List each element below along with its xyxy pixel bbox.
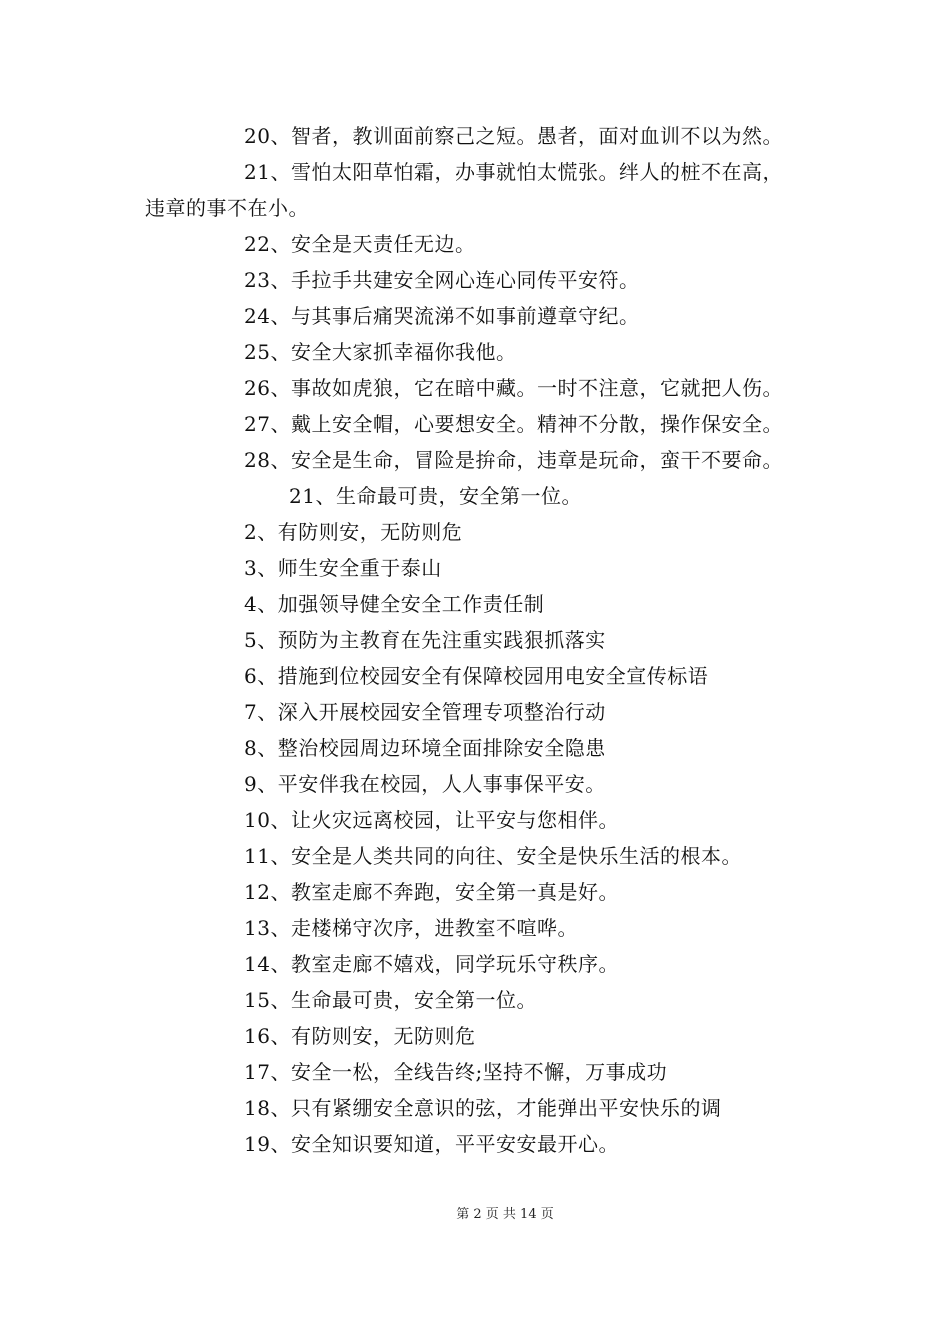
text-line: 13、走楼梯守次序，进教室不喧哗。 — [244, 916, 578, 940]
text-line: 19、安全知识要知道，平平安安最开心。 — [244, 1132, 619, 1156]
text-line: 4、加强领导健全安全工作责任制 — [244, 592, 545, 616]
text-line: 10、让火灾远离校园，让平安与您相伴。 — [244, 808, 619, 832]
text-line: 22、安全是天责任无边。 — [244, 232, 476, 256]
text-line: 23、手拉手共建安全网心连心同传平安符。 — [244, 268, 640, 292]
text-line: 18、只有紧绷安全意识的弦，才能弹出平安快乐的调 — [244, 1096, 722, 1120]
text-line: 8、整治校园周边环境全面排除安全隐患 — [244, 736, 606, 760]
text-line: 违章的事不在小。 — [145, 196, 309, 220]
text-line: 7、深入开展校园安全管理专项整治行动 — [244, 700, 606, 724]
document-body — [145, 118, 835, 1162]
text-line: 28、安全是生命，冒险是拚命，违章是玩命，蛮干不要命。 — [244, 448, 783, 472]
text-line: 20、智者，教训面前察己之短。愚者，面对血训不以为然。 — [244, 124, 783, 148]
text-line: 27、戴上安全帽，心要想安全。精神不分散，操作保安全。 — [244, 412, 783, 436]
text-line: 6、措施到位校园安全有保障校园用电安全宣传标语 — [244, 664, 709, 688]
text-line: 26、事故如虎狼，它在暗中藏。一时不注意，它就把人伤。 — [244, 376, 783, 400]
text-line: 17、安全一松，全线告终;坚持不懈，万事成功 — [244, 1060, 668, 1084]
text-line: 11、安全是人类共同的向往、安全是快乐生活的根本。 — [244, 844, 742, 868]
text-line: 21、生命最可贵，安全第一位。 — [289, 484, 582, 508]
page-footer: 第 2 页 共 14 页 — [456, 1207, 554, 1222]
text-line: 12、教室走廊不奔跑，安全第一真是好。 — [244, 880, 619, 904]
text-line: 25、安全大家抓幸福你我他。 — [244, 340, 517, 364]
text-line: 24、与其事后痛哭流涕不如事前遵章守纪。 — [244, 304, 640, 328]
text-line: 16、有防则安，无防则危 — [244, 1024, 476, 1048]
text-line: 9、平安伴我在校园，人人事事保平安。 — [244, 772, 606, 796]
text-line: 3、师生安全重于泰山 — [244, 556, 442, 580]
text-line: 15、生命最可贵，安全第一位。 — [244, 988, 537, 1012]
text-line: 14、教室走廊不嬉戏，同学玩乐守秩序。 — [244, 952, 619, 976]
text-line: 21、雪怕太阳草怕霜，办事就怕太慌张。绊人的桩不在高， — [244, 160, 783, 184]
text-line: 5、预防为主教育在先注重实践狠抓落实 — [244, 628, 606, 652]
text-line: 2、有防则安，无防则危 — [244, 520, 463, 544]
